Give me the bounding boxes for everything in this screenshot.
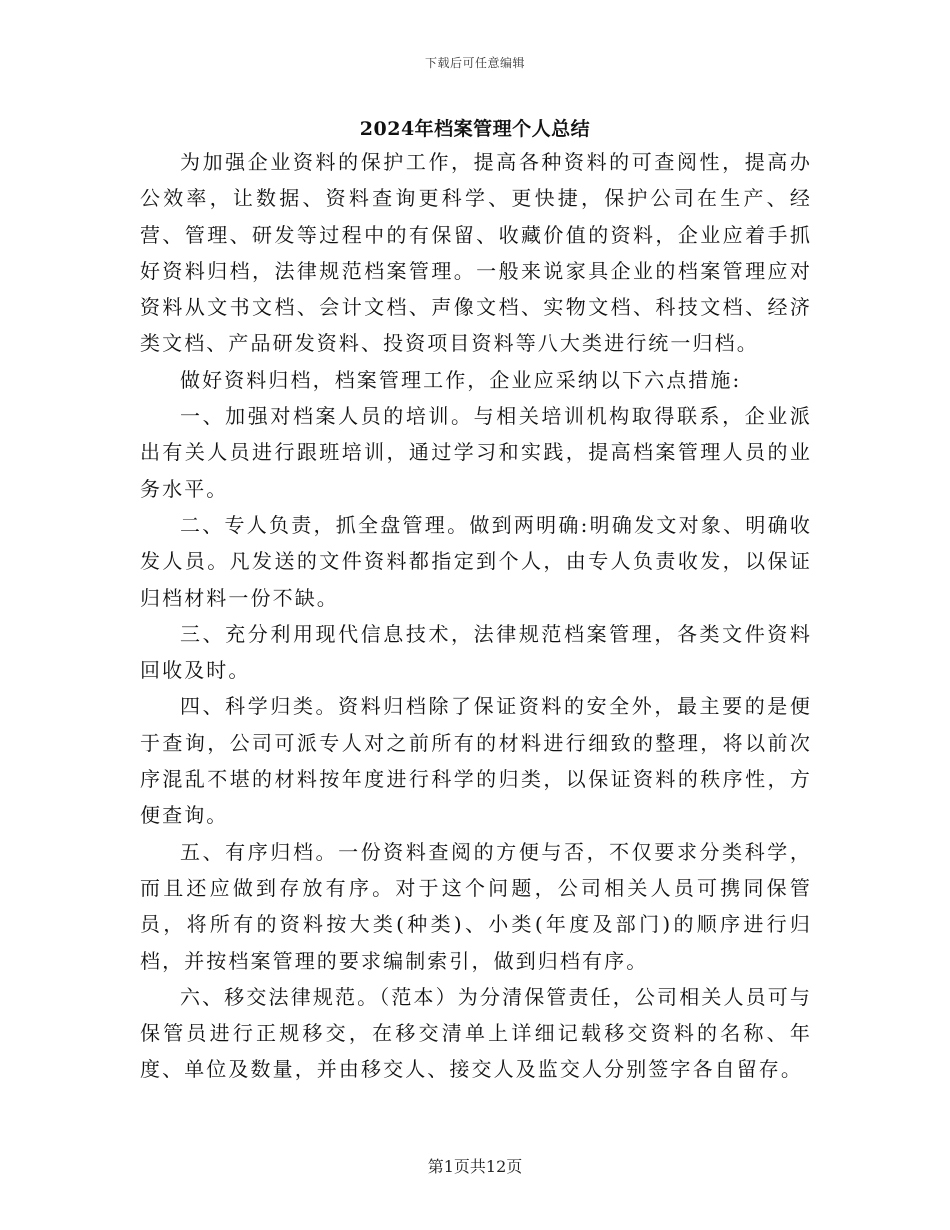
paragraph-measure-2: 二、专人负责，抓全盘管理。做到两明确:明确发文对象、明确收发人员。凡发送的文件资料都指定到个人，由专人负责收发，以保证归档材料一份不缺。 <box>140 512 812 610</box>
paragraph-measures-lead: 做好资料归档，档案管理工作，企业应采纳以下六点措施: <box>180 367 742 392</box>
page-number-footer: 第1页共12页 <box>427 1157 523 1176</box>
paragraph-measure-4: 四、科学归类。资料归档除了保证资料的安全外，最主要的是便于查询，公司可派专人对之前所有的材料进行细致的整理，将以前次序混乱不堪的材料按年度进行科学的归类，以保证资料的秩序性，方便查询。 <box>140 694 812 828</box>
header-note: 下载后可任意编辑 <box>424 56 525 70</box>
document-body <box>140 144 812 1088</box>
paragraph-measure-3: 三、充分利用现代信息技术，法律规范档案管理，各类文件资料回收及时。 <box>140 621 812 683</box>
paragraph-measure-5: 五、有序归档。一份资料查阅的方便与否，不仅要求分类科学，而且还应做到存放有序。对于这个问题，公司相关人员可携同保管员，将所有的资料按大类(种类)、小类(年度及部门)的顺序进行归档，并按档案管理的要求编制索引，做到归档有序。 <box>140 839 812 973</box>
paragraph-measure-6: 六、移交法律规范。（范本）为分清保管责任，公司相关人员可与保管员进行正规移交，在移交清单上详细记载移交资料的名称、年度、单位及数量，并由移交人、接交人及监交人分别签字各自留存。 <box>140 984 812 1082</box>
document-title: 2024年档案管理个人总结 <box>359 118 591 140</box>
paragraph-intro: 为加强企业资料的保护工作，提高各种资料的可查阅性，提高办公效率，让数据、资料查询更科学、更快捷，保护公司在生产、经营、管理、研发等过程中的有保留、收藏价值的资料，企业应着手抓好资料归档，法律规范档案管理。一般来说家具企业的档案管理应对资料从文书文档、会计文档、声像文档、实物文档、科技文档、经济类文档、产品研发资料、投资项目资料等八大类进行统一归档。 <box>140 150 812 356</box>
paragraph-measure-1: 一、加强对档案人员的培训。与相关培训机构取得联系，企业派出有关人员进行跟班培训，通过学习和实践，提高档案管理人员的业务水平。 <box>140 404 812 501</box>
